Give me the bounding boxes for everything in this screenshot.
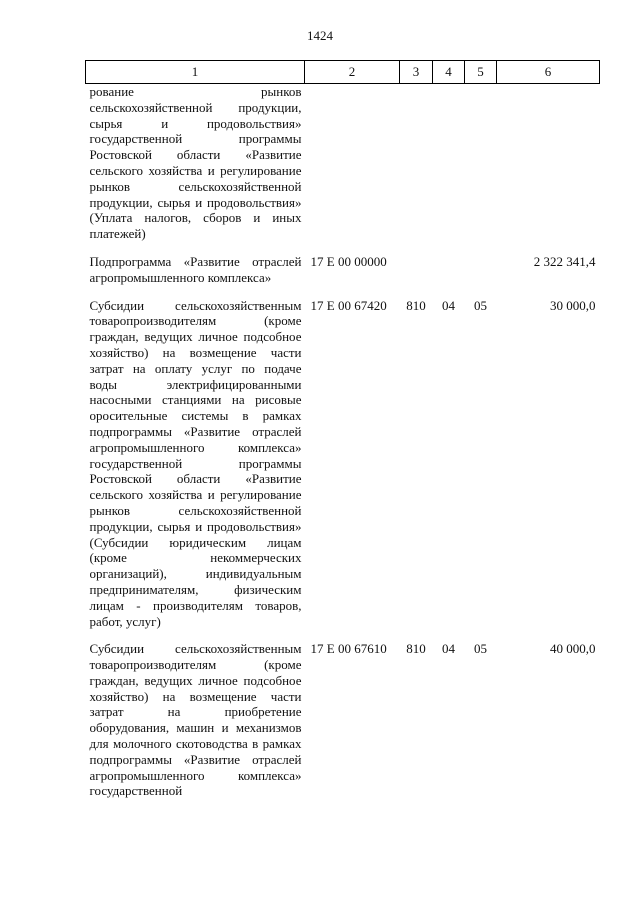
row-target-code: 17 Е 00 67610 <box>310 641 387 657</box>
row-section <box>433 84 465 242</box>
row-expense-type: 810 <box>406 297 426 313</box>
header-col-2: 2 <box>305 61 400 84</box>
row-expense-type <box>400 84 433 242</box>
header-col-6: 6 <box>497 61 600 84</box>
header-col-3: 3 <box>400 61 433 84</box>
page-number: 1424 <box>307 28 333 43</box>
row-subsection: 05 <box>474 297 487 313</box>
row-amount: 2 322 341,4 <box>533 253 596 269</box>
row-subsection <box>465 242 497 286</box>
header-col-5: 5 <box>465 61 497 84</box>
row-amount: 40 000,0 <box>550 641 596 657</box>
row-section <box>433 242 465 286</box>
row-description: Субсидии сельскохозяйственным товаропроизводителям (кроме граждан, ведущих личное подсобное хозяйство) на возмещение части затрат на оплату услуг по подаче воды электрифицированными насосными станциями на рисовые оросительные системы в рамках подпрограммы «Развитие отраслей агропромышленного комплекса» государственной программы Ростовской области «Развитие сельского хозяйства и регулирование рынков сельскохозяйственной продукции, сырья и продовольствия» (Субсидии юридическим лицам (кроме некоммерческих организаций), индивидуальным предпринимателям, физическим лицам - производителям товаров, работ, услуг) <box>89 297 302 629</box>
row-description: рование рынков сельскохозяйственной продукции, сырья и продовольствия» государственной программы Ростовской области «Развитие сельского хозяйства и регулирование рынков сельскохозяйственной продукции, сырья и продовольствия» (Уплата налогов, сборов и иных платежей) <box>89 84 302 242</box>
row-expense-type <box>400 242 433 286</box>
row-target-code: 17 Е 00 00000 <box>310 253 387 269</box>
table-row <box>86 286 600 630</box>
row-amount: 30 000,0 <box>550 297 596 313</box>
row-section: 04 <box>442 297 455 313</box>
row-target-code <box>305 84 400 242</box>
row-subsection: 05 <box>474 641 487 657</box>
row-section: 04 <box>442 641 455 657</box>
row-subsection <box>465 84 497 242</box>
table-row <box>86 242 600 286</box>
row-expense-type: 810 <box>406 641 426 657</box>
header-col-1: 1 <box>86 61 305 84</box>
row-target-code: 17 Е 00 67420 <box>310 297 387 313</box>
budget-table <box>85 60 600 799</box>
header-col-4: 4 <box>433 61 465 84</box>
table-header <box>86 61 600 84</box>
row-amount <box>497 84 600 242</box>
row-description: Подпрограмма «Развитие отраслей агропромышленного комплекса» <box>89 253 302 285</box>
table-row <box>86 84 600 242</box>
table-row <box>86 629 600 799</box>
row-description: Субсидии сельскохозяйственным товаропроизводителям (кроме граждан, ведущих личное подсобное хозяйство) на возмещение части затрат на приобретение оборудования, машин и механизмов для молочного скотоводства в рамках подпрограммы «Развитие отраслей агропромышленного комплекса» государственной <box>89 641 302 799</box>
